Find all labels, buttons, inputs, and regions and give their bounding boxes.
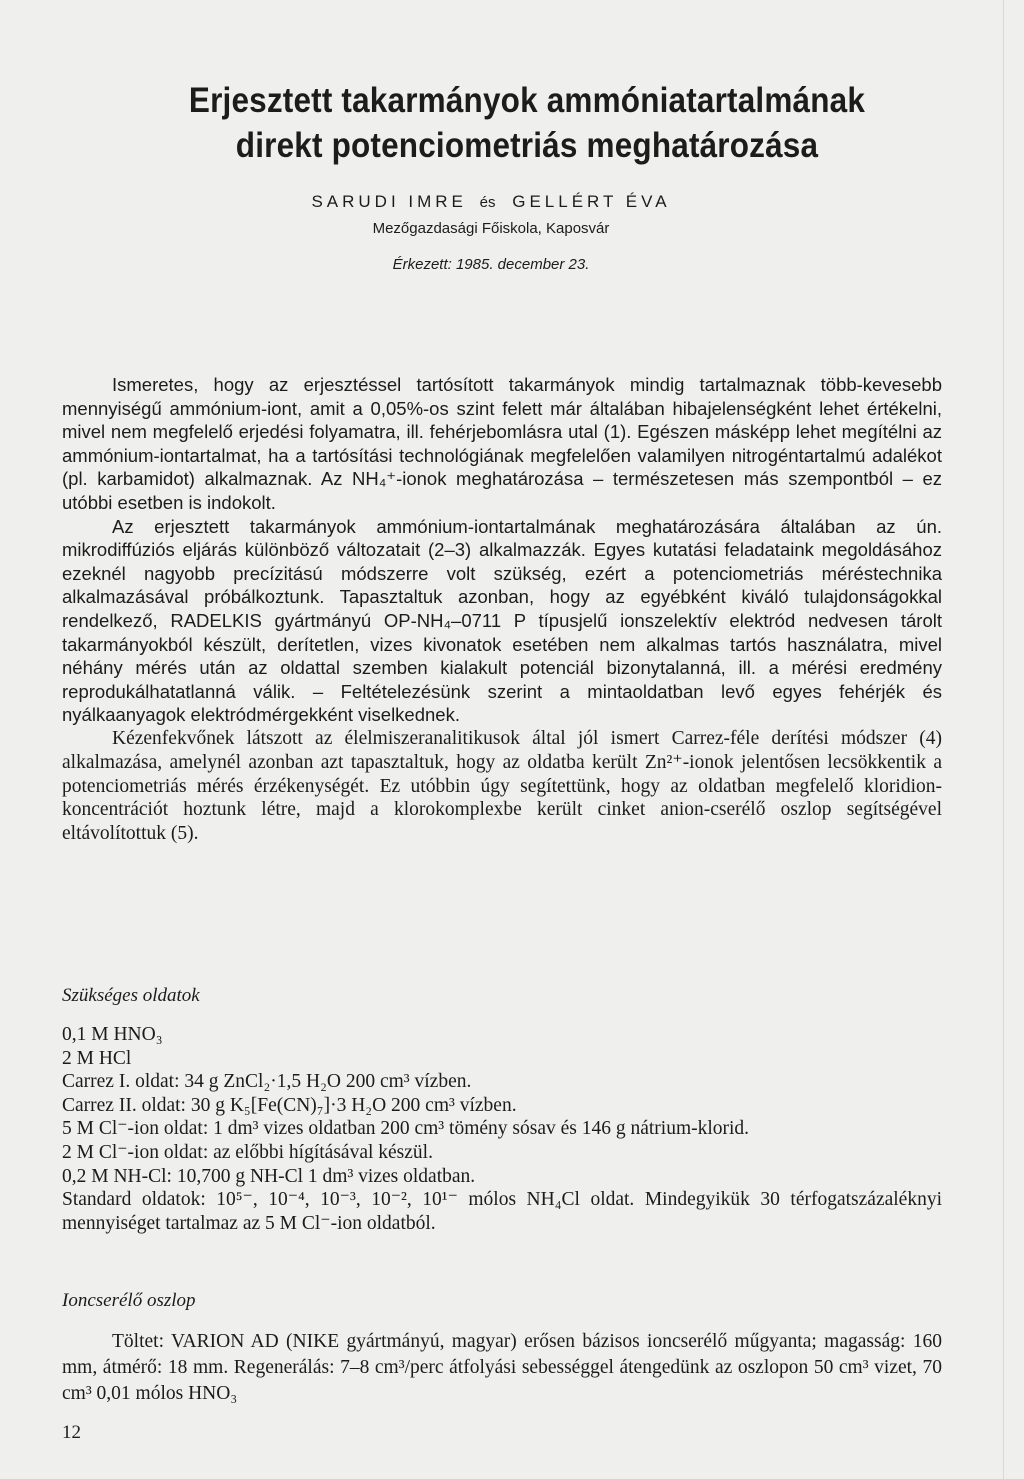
title-line-2: direkt potenciometriás meghatározása (235, 126, 819, 165)
author-line (0, 192, 982, 212)
title-line-1: Erjesztett takarmányok ammóniatartalmának (188, 81, 866, 120)
reagent-item: 2 M Cl⁻-ion oldat: az előbbi hígításával készül. (62, 1141, 433, 1163)
reagent-item: 5 M Cl⁻-ion oldat: 1 dm³ vizes oldatban 200 cm³ tömény sósav és 146 g nátrium-klorid. (62, 1118, 750, 1140)
article-title (107, 78, 948, 168)
affiliation: Mezőgazdasági Főiskola, Kaposvár (372, 220, 610, 237)
page-number: 12 (62, 1422, 81, 1443)
section-heading-solutions: Szükséges oldatok (62, 985, 200, 1006)
author-2: GELLÉRT ÉVA (512, 192, 671, 211)
article-body (62, 373, 942, 846)
reagent-list (62, 1023, 942, 1235)
paragraph-1: Ismeretes, hogy az erjesztéssel tartósított takarmányok mindig tartalmaznak több-kevesebb mennyiségű ammónium-iont, amit a 0,05%-os szint felett már általában hibajelenségként lehet értékelni, mivel nem megfelelő erjedési folyamatra, ill. fehérjebomlásra utal (1). Egészen másképp lehet megítélni az ammónium-iontartalmat, ha a tartósítási technológiának megfelelően valamilyen nitrogéntartalmú adalékot (pl. karbamidot) alkalmaznak. Az NH₄⁺-ionok meghatározása – természetesen más szempontból – ez utóbbi esetben is indokolt. (62, 374, 942, 513)
author-conjunction: és (479, 194, 496, 211)
reagent-item: Carrez II. oldat: 30 g K₅[Fe(CN)₇]·3 H₂O 200 cm³ vízben. (62, 1094, 517, 1116)
reagent-item: 0,1 M HNO₃ (62, 1024, 163, 1045)
page-edge-shadow (1003, 0, 1004, 1479)
column-description (62, 1329, 942, 1407)
reagent-item: Carrez I. oldat: 34 g ZnCl₂·1,5 H₂O 200 cm³ vízben. (62, 1071, 472, 1093)
paragraph-2: Az erjesztett takarmányok ammónium-iontartalmának meghatározására általában az ún. mikrodiffúziós eljárás különböző változatait (2–3) alkalmazzák. Egyes kutatási feladataink megoldásához ezeknél nagyobb precízitású módszerre volt szükség, ezért a potenciometriás méréstechnika alkalmazásával próbálkoztunk. Tapasztaltuk azonban, hogy az egyébként kiváló tulajdonságokkal rendelkező, RADELKIS gyártmányú OP-NH₄–0711 P típusjelű ionszelektív elektród nedvesen tárolt takarmányokból készült, derítetlen, vizes kivonatok esetében nem alkalmas tartós használatra, mivel néhány mérés után az oldattal szemben kialakult potenciál bizonytalanná, ill. a mérési eredmény reprodukálhatatlanná válik. – Feltételezésünk szerint a mintaoldatban levő egyes fehérjék és nyálkaanyagok elektródmérgekként viselkednek. (62, 515, 942, 726)
section-heading-column: Ioncserélő oszlop (62, 1290, 196, 1311)
reagent-item: 2 M HCl (62, 1047, 132, 1069)
received-date: Érkezett: 1985. december 23. (392, 256, 590, 273)
column-paragraph: Töltet: VARION AD (NIKE gyártmányú, magyar) erősen bázisos ioncserélő műgyanta; magasság: 160 mm, átmérő: 18 mm. Regenerálás: 7–8 cm³/perc átfolyási sebességgel átengedünk az oszlopon 50 cm³ vizet, 70 cm³ 0,01 mólos HNO₃ (62, 1331, 942, 1404)
author-1: SARUDI IMRE (311, 192, 467, 211)
paragraph-3: Kézenfekvőnek látszott az élelmiszeranalitikusok által jól ismert Carrez-féle derítési módszer (4) alkalmazása, amelynél azonban azt tapasztaltuk, hogy az oldatba került Zn²⁺-ionok jelentősen lecsökkentik a potenciometriás mérés érzékenységét. Ez utóbbin úgy segítettünk, hogy az oldatban megfelelő kloridion-koncentrációt hoztunk létre, majd a klorokomplexbe került cinket anion-cserélő oszlop segítségével eltávolítottuk (5). (62, 727, 942, 845)
reagent-item: 0,2 M NH-Cl: 10,700 g NH-Cl 1 dm³ vizes oldatban. (62, 1165, 476, 1187)
reagent-item: Standard oldatok: 10⁵⁻, 10⁻⁴, 10⁻³, 10⁻², 10¹⁻ mólos NH₄Cl oldat. Mindegyikük 30 térfogatszázaléknyi mennyiséget tartalmaz az 5 M Cl⁻-ion oldatból. (62, 1189, 942, 1234)
